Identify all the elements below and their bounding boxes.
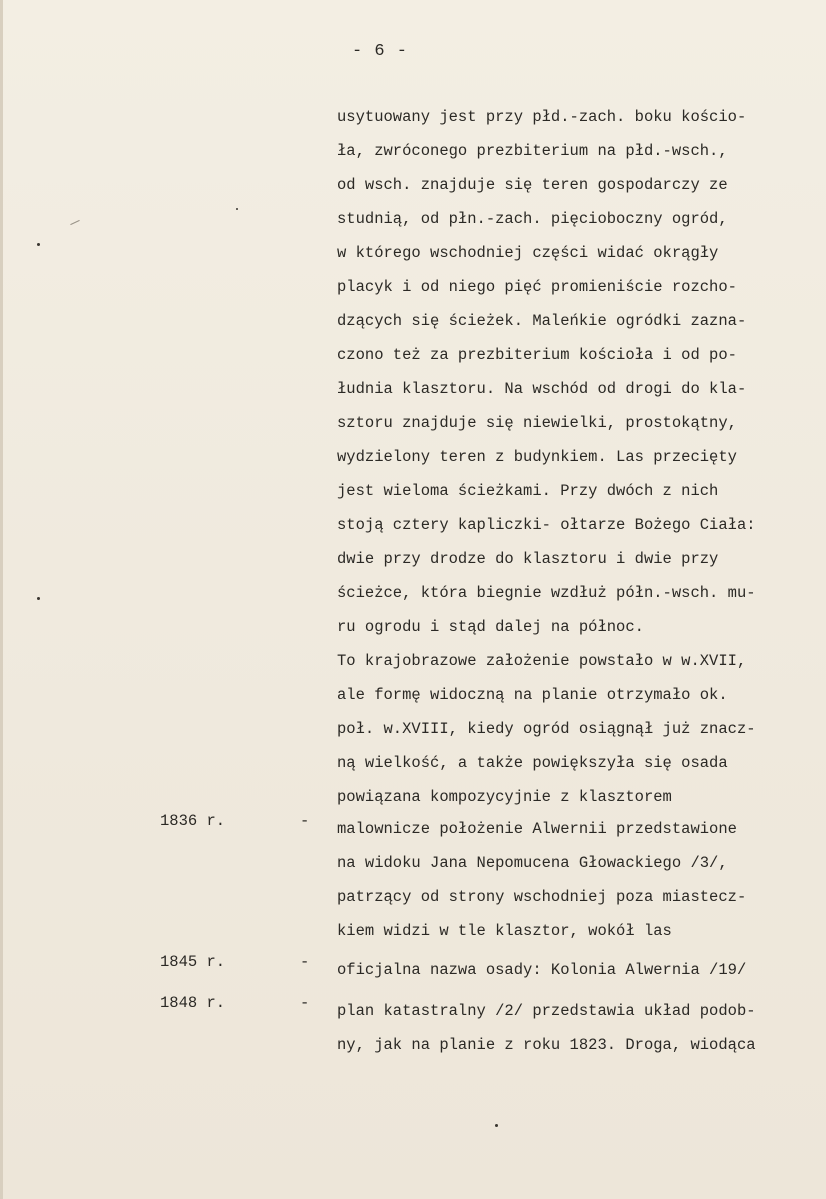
text-line: plan katastralny /2/ przedstawia układ podob-	[337, 1002, 756, 1020]
paper-speck	[37, 597, 40, 600]
text-line: jest wieloma ścieżkami. Przy dwóch z nich	[337, 482, 719, 500]
paper-speck	[495, 1124, 498, 1127]
text-line: patrzący od strony wschodniej poza miastecz-	[337, 888, 747, 906]
text-line: malownicze położenie Alwernii przedstawione	[337, 820, 737, 838]
entry-dash: -	[300, 812, 310, 830]
main-paragraph	[337, 100, 807, 814]
text-line: oficjalna nazwa osady: Kolonia Alwernia /19/	[337, 961, 747, 979]
text-line: To krajobrazowe założenie powstało w w.XVII,	[337, 652, 747, 670]
entry-text	[337, 953, 807, 987]
text-line: czono też za prezbiterium kościoła i od po-	[337, 346, 737, 364]
text-line: ną wielkość, a także powiększyła się osada	[337, 754, 728, 772]
entry-dash: -	[300, 953, 310, 971]
chronology-entry	[0, 812, 826, 952]
text-line: dzących się ścieżek. Maleńkie ogródki zazna-	[337, 312, 747, 330]
text-line: wydzielony teren z budynkiem. Las przecięty	[337, 448, 737, 466]
paper-speck	[37, 243, 40, 246]
text-line: dwie przy drodze do klasztoru i dwie przy	[337, 550, 719, 568]
entry-year: 1848 r.	[160, 994, 226, 1012]
text-line: ny, jak na planie z roku 1823. Droga, wiodąca	[337, 1036, 756, 1054]
text-line: na widoku Jana Nepomucena Głowackiego /3/,	[337, 854, 728, 872]
text-line: usytuowany jest przy płd.-zach. boku kościo-	[337, 108, 747, 126]
text-line: stoją cztery kapliczki- ołtarze Bożego Ciała:	[337, 516, 756, 534]
chronology-entry	[0, 994, 826, 1064]
chronology-entry	[0, 953, 826, 987]
text-line: ru ogrodu i stąd dalej na północ.	[337, 618, 644, 636]
entry-dash: -	[300, 994, 310, 1012]
text-line: kiem widzi w tle klasztor, wokół las	[337, 922, 672, 940]
entry-year: 1845 r.	[160, 953, 226, 971]
text-line: od wsch. znajduje się teren gospodarczy ze	[337, 176, 728, 194]
text-line: ale formę widoczną na planie otrzymało ok.	[337, 686, 728, 704]
entry-text	[337, 994, 807, 1062]
page-number: - 6 -	[351, 42, 408, 61]
paper-speck	[236, 208, 238, 210]
entry-text	[337, 812, 807, 948]
text-line: ła, zwróconego prezbiterium na płd.-wsch.,	[337, 142, 728, 160]
text-line: placyk i od niego pięć promieniście rozcho-	[337, 278, 737, 296]
text-line: w którego wschodniej części widać okrągły	[337, 244, 719, 262]
text-line: sztoru znajduje się niewielki, prostokątny,	[337, 414, 737, 432]
text-line: łudnia klasztoru. Na wschód od drogi do kla-	[337, 380, 747, 398]
paper-speck	[70, 220, 79, 225]
text-line: studnią, od płn.-zach. pięcioboczny ogród,	[337, 210, 728, 228]
text-line: powiązana kompozycyjnie z klasztorem	[337, 788, 672, 806]
entry-year: 1836 r.	[160, 812, 226, 830]
text-line: ścieżce, która biegnie wzdłuż półn.-wsch. mu-	[337, 584, 756, 602]
text-line: poł. w.XVIII, kiedy ogród osiągnął już znacz-	[337, 720, 756, 738]
